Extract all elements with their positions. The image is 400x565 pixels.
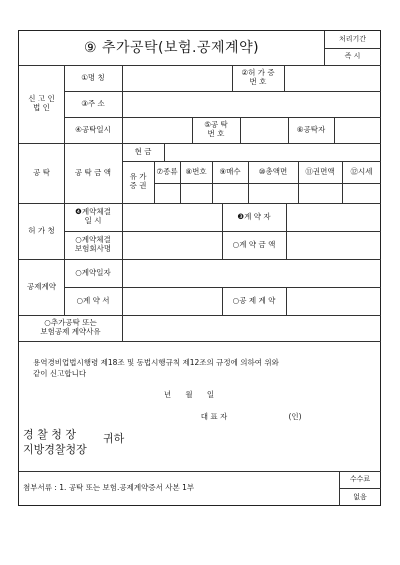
mutual-date-label: ○계약일자 [75,267,111,277]
deposit-section-label: 공 탁 [33,167,50,177]
form-title: ⑨ 추가공탁(보험.공제계약) [83,39,260,56]
deposit-number-field[interactable] [240,117,288,143]
fee-value: 없음 [353,492,367,501]
contract-date-label: ❹계약체결 일 시 [75,207,111,225]
securities-market-price-label: ⑫시세 [350,166,373,176]
contractor-field[interactable] [286,203,381,231]
mutual-contract-field[interactable] [286,287,381,315]
securities-number-label: ⑧번호 [185,166,207,176]
cash-field[interactable] [164,143,381,161]
attachment-list: 첨부서류 : 1. 공탁 또는 보험.공제계약증서 사본 1부 [23,483,195,493]
name-field[interactable] [122,65,232,91]
deposit-amount-label: 공 탁 금 액 [74,167,112,177]
deposit-number-label: ⑤공 탁 번 호 [204,120,228,138]
recipient-honorific: 귀하 [103,431,125,445]
securities-label: 유 가 증 권 [129,172,147,190]
contract-date-field[interactable] [122,203,222,231]
processing-period-value: 즉 시 [344,52,361,61]
address-field[interactable] [122,91,381,117]
securities-count-label: ⑨매수 [219,166,241,176]
securities-total-label: ⑩총액면 [258,166,288,176]
date-line: 년 월 일 [163,389,215,399]
fee-label: 수수료 [349,475,371,484]
insurer-name-field[interactable] [122,231,222,259]
reason-field[interactable] [122,315,381,341]
contract-amount-label: ○계 약 금 액 [232,239,276,249]
contract-amount-field[interactable] [286,231,381,259]
depositor-label: ⑥공탁자 [296,124,326,134]
contract-document-field[interactable] [122,287,222,315]
license-section-label: 허 가 청 [28,225,55,235]
deposit-date-field[interactable] [122,117,192,143]
declaration-statement: 용역경비업법시행령 제18조 및 동법시행규칙 제12조의 규정에 의하여 위와 같이 신고합니다 [33,358,279,379]
reason-label: ○추가공탁 또는 보험공제 계약사유 [40,318,101,336]
processing-period-label: 처리기간 [338,35,367,44]
license-number-field[interactable] [284,65,381,91]
mutual-contract-label: ○공 제 계 약 [232,295,276,305]
securities-type-label: ⑦종류 [156,166,178,176]
contract-document-label: ○계 약 서 [76,295,110,305]
applicant-section-label: 신 고 인 법 인 [28,94,55,112]
recipient-title: 경 찰 청 장 지방경찰청장 [23,428,87,456]
depositor-field[interactable] [334,117,381,143]
declaration-form [18,30,381,506]
insurer-name-label: ○계약체결 보험회사명 [74,235,112,253]
mutual-section-label: 공제계약 [27,281,56,291]
license-number-label: ②허 가 증 번 호 [241,68,275,86]
securities-face-value-label: ⑪권면액 [305,166,335,176]
contractor-label: ❸계 약 자 [237,211,271,221]
representative-label: 대 표 자 [200,411,228,421]
cash-label: 현 금 [134,146,152,156]
address-label: ③주 소 [81,98,105,108]
mutual-date-field[interactable] [122,259,381,287]
seal-mark: (인) [288,411,302,421]
name-label: ①명 칭 [81,72,105,82]
deposit-date-label: ④공탁일시 [75,124,111,134]
